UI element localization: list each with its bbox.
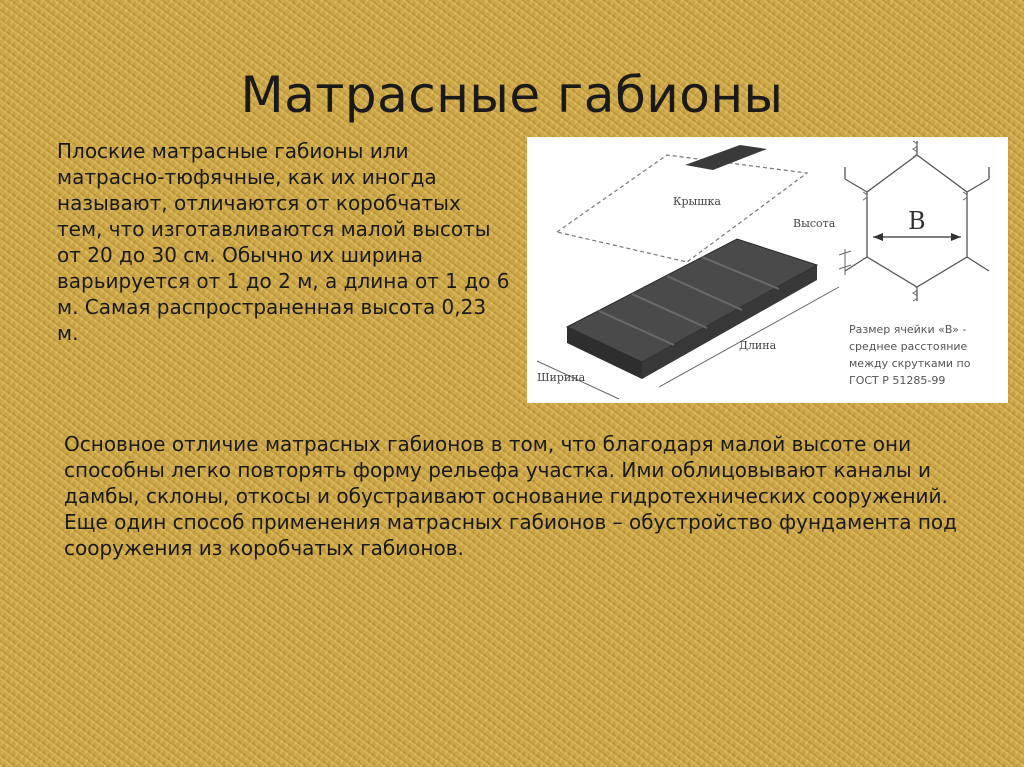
lid-label: Крышка — [673, 195, 721, 208]
cell-note-line-2: среднее расстояние — [849, 340, 968, 353]
cell-size-label: B — [908, 207, 926, 235]
cell-arrow-right — [951, 233, 961, 241]
lid-outline — [557, 155, 807, 262]
intro-paragraph: Плоские матрасные габионы или матрасно-тюфячные, как их иногда называют, отличаются от коробчатых тем, что изготавливаются малой высоты от 20 до 30 см. Обычно их ширина варьируется от 1 до 2 м, а длина от 1 до 6 м. Самая распространенная высота 0,23 м. — [57, 139, 510, 345]
lid-mesh-corner — [685, 145, 767, 170]
gabion-diagram — [527, 137, 1008, 403]
gabion-diagram-svg — [527, 137, 1008, 403]
slide-title: Матрасные габионы — [240, 66, 784, 124]
length-label: Длина — [739, 339, 777, 352]
main-paragraph: Основное отличие матрасных габионов в том, что благодаря малой высоте они способны легко повторять форму рельефа участка. Ими облицовывают каналы и дамбы, склоны, откосы и обустраивают основание гидротехнических сооружений. Еще один способ применения матрасных габионов – обустройство фундамента под сооружения из коробчатых габионов. — [64, 432, 957, 560]
cell-note-line-4: ГОСТ Р 51285-99 — [849, 374, 946, 387]
width-label: Ширина — [537, 371, 586, 384]
cell-arrow-left — [873, 233, 883, 241]
cell-note-line-3: между скрутками по — [849, 357, 971, 370]
cell-note-line-1: Размер ячейки «B» - — [849, 323, 967, 336]
height-label: Высота — [793, 217, 836, 230]
